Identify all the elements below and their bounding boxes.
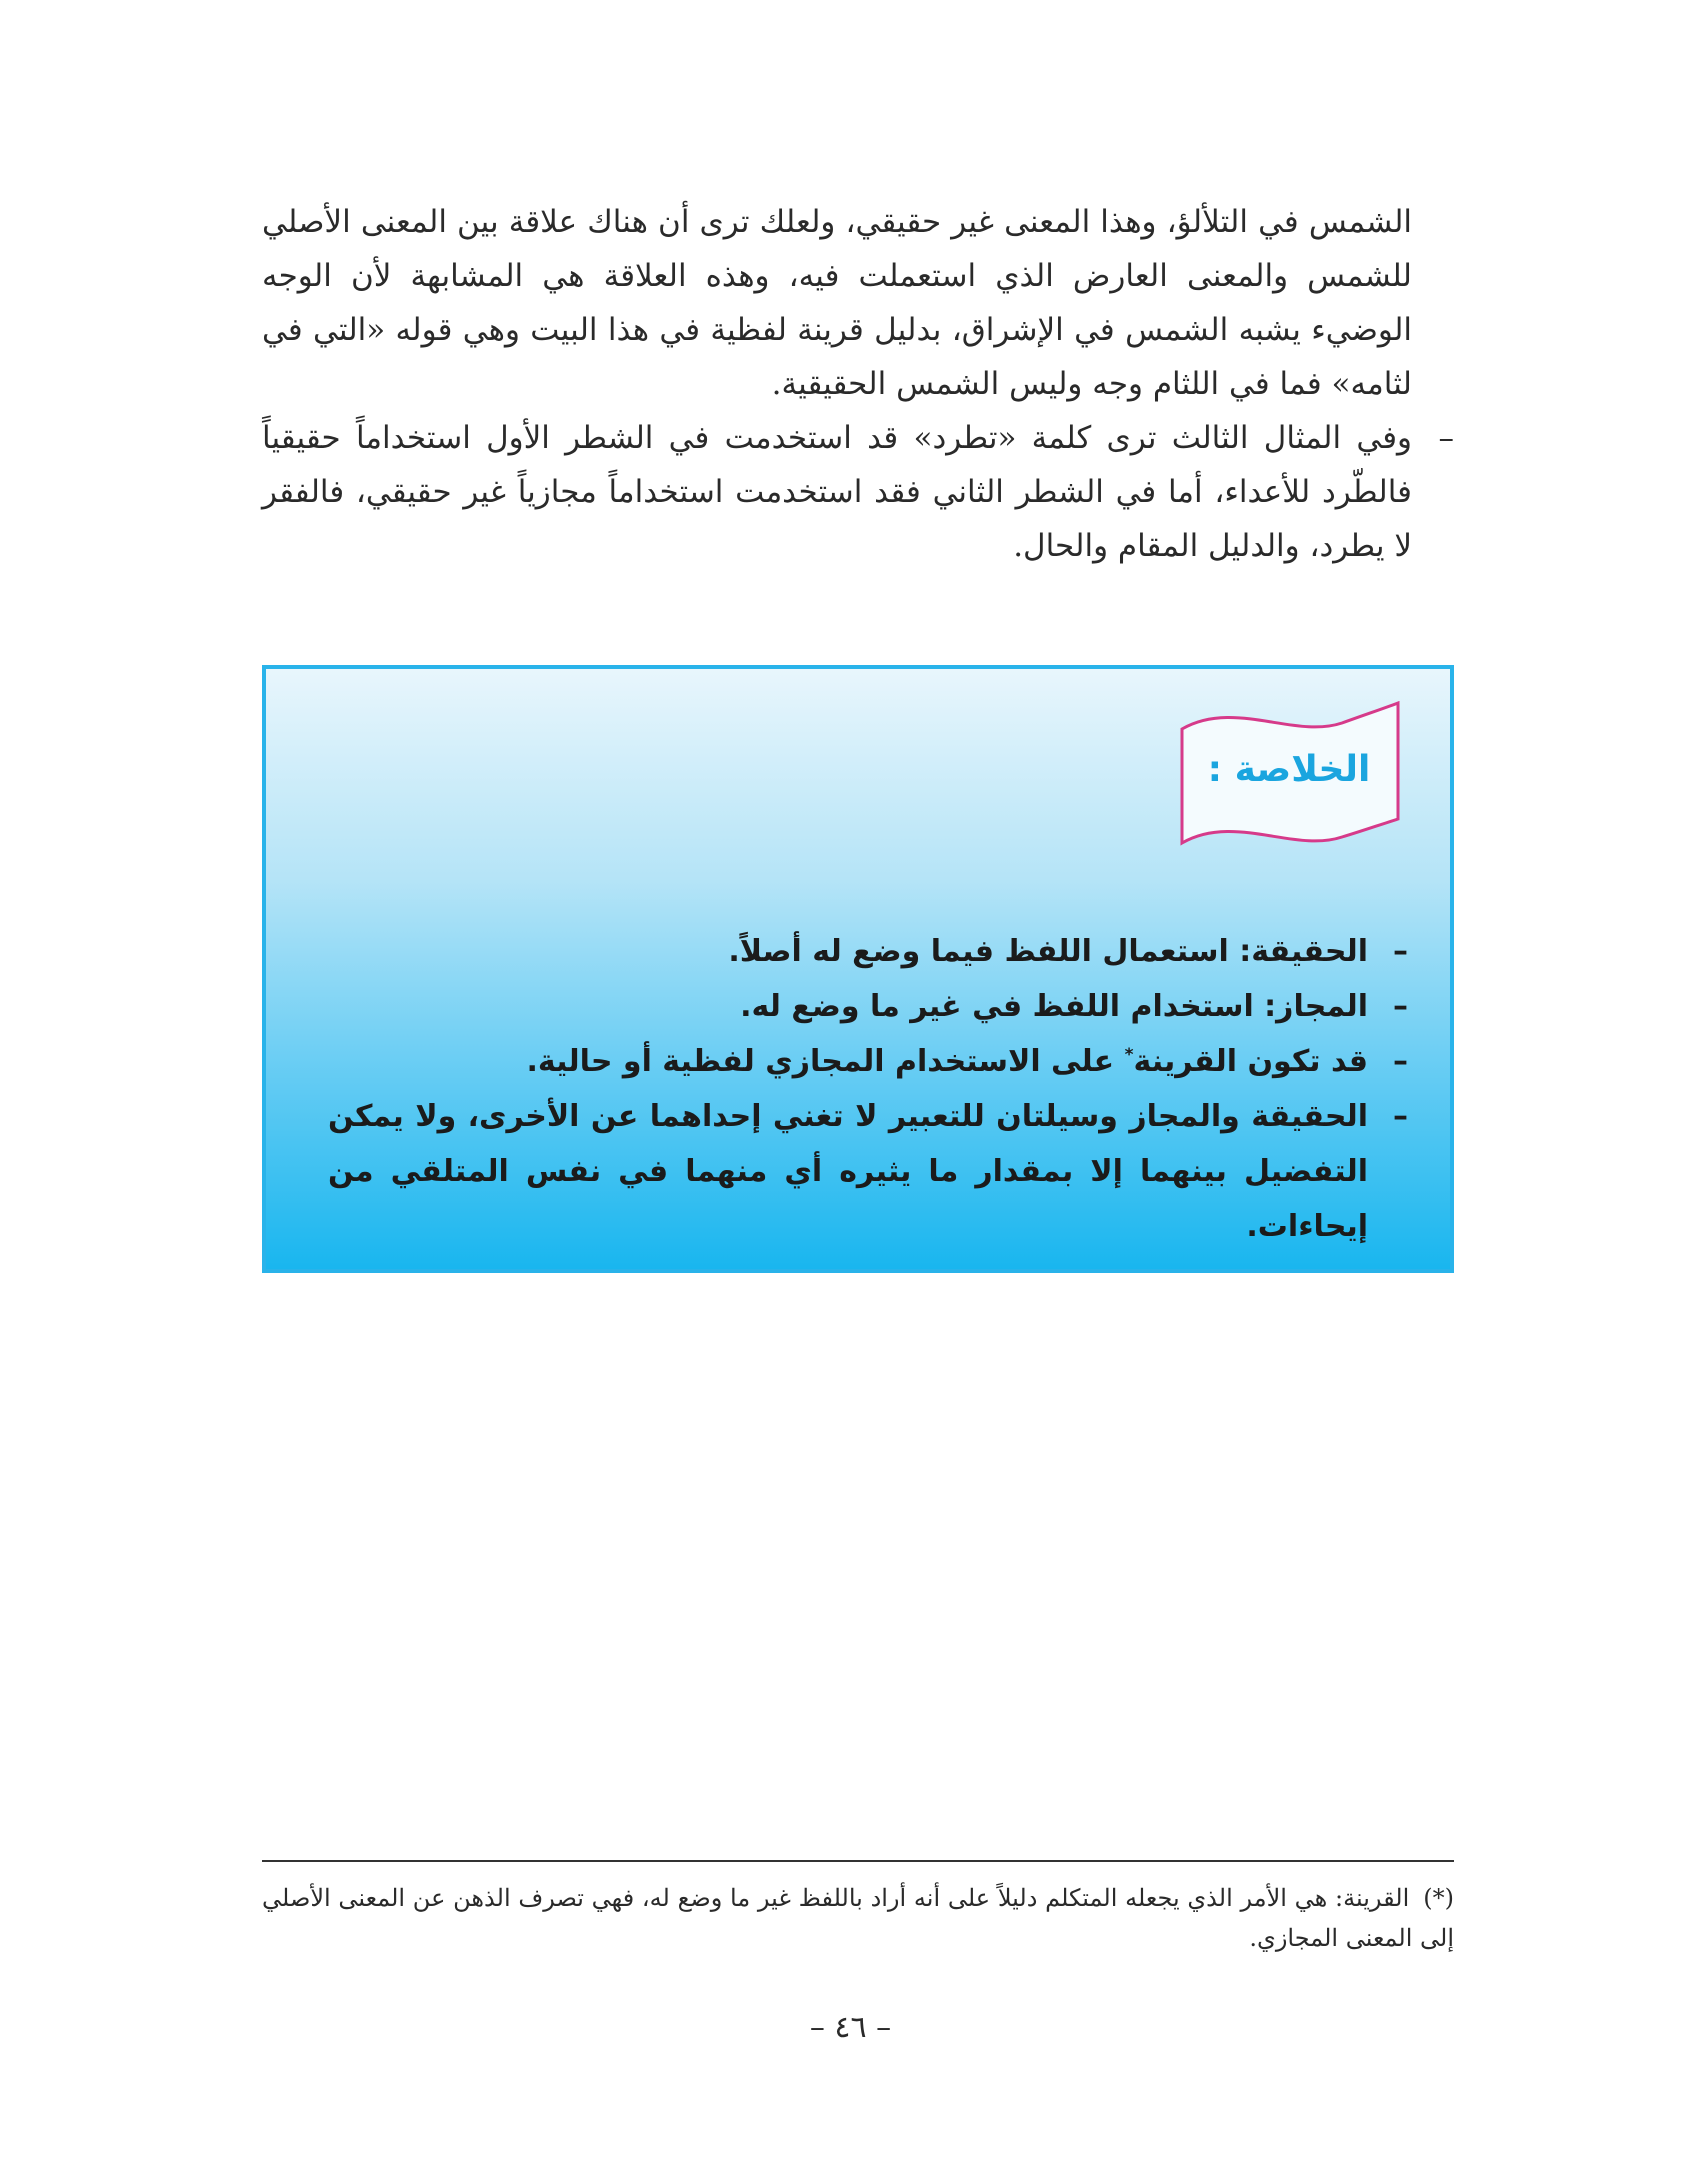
summary-item-4 xyxy=(328,1089,1408,1254)
summary-list xyxy=(328,924,1408,1254)
list-dash: – xyxy=(1438,420,1454,456)
summary-item-4-text: الحقيقة والمجاز وسيلتان للتعبير لا تغني إحداهما عن الأخرى، ولا يمكن التفضيل بينهما إلا بمقدار ما يثيره أي منهما في نفس المتلقي من إيحاءات. xyxy=(328,1099,1368,1244)
summary-box xyxy=(262,665,1454,1273)
summary-item-1-text: الحقيقة: استعمال اللفظ فيما وضع له أصلاً. xyxy=(728,934,1368,969)
list-dash: – xyxy=(1393,989,1408,1024)
footnote-line xyxy=(262,1878,1454,1958)
summary-item-1 xyxy=(328,924,1408,979)
body-paragraph-1: الشمس في التلألؤ، وهذا المعنى غير حقيقي، ولعلك ترى أن هناك علاقة بين المعنى الأصلي للشمس والمعنى العارض الذي استعملت فيه، وهذه العلاقة هي المشابهة لأن الوجه الوضيء يشبه الشمس في الإشراق، بدليل قرينة لفظية في هذا البيت وهي قوله «التي في لثامه» فما في اللثام وجه وليس الشمس الحقيقية. xyxy=(262,204,1412,402)
summary-item-3-after: على الاستخدام المجازي لفظية أو حالية. xyxy=(526,1044,1125,1079)
summary-item-3 xyxy=(328,1034,1408,1089)
summary-title: الخلاصة : xyxy=(1207,749,1371,790)
list-dash: – xyxy=(1393,1044,1408,1079)
summary-item-2-text: المجاز: استخدام اللفظ في غير ما وضع له. xyxy=(740,989,1368,1024)
body-paragraph-2 xyxy=(262,411,1454,573)
footnote-text: القرينة: هي الأمر الذي يجعله المتكلم دليلاً على أنه أراد باللفظ غير ما وضع له، فهي تصرف الذهن عن المعنى الأصلي إلى المعنى المجازي. xyxy=(262,1884,1454,1952)
page-number: – ٤٦ – xyxy=(809,2010,892,2045)
footnote-reference-mark: * xyxy=(1124,1045,1134,1065)
footnote-divider xyxy=(262,1860,1454,1862)
summary-item-2 xyxy=(328,979,1408,1034)
list-dash: – xyxy=(1393,934,1408,969)
body-text xyxy=(262,195,1454,573)
summary-item-3-before: قد تكون القرينة xyxy=(1133,1044,1368,1079)
footnote-marker: (*) xyxy=(1423,1884,1455,1912)
footnote xyxy=(262,1878,1454,1958)
body-paragraph-2-text: وفي المثال الثالث ترى كلمة «تطرد» قد استخدمت في الشطر الأول استخداماً حقيقياً فالطّرد للأعداء، أما في الشطر الثاني فقد استخدمت استخداماً مجازياً غير حقيقي، فالفقر لا يطرد، والدليل المقام والحال. xyxy=(262,420,1412,564)
list-dash: – xyxy=(1393,1099,1408,1134)
